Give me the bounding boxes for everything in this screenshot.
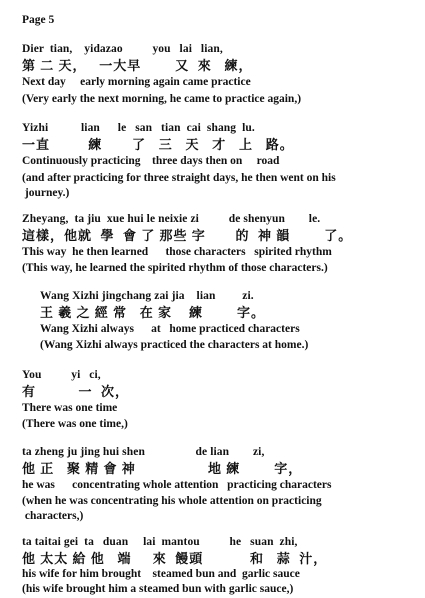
english-gloss-line: There was one time bbox=[22, 402, 118, 414]
english-gloss-line: Continuously practicing three days then on road bbox=[22, 155, 280, 167]
chinese-line: 這樣，他就 學 會 了 那些 字 的 神 韻 了。 bbox=[22, 228, 353, 243]
pinyin-line: ta zheng ju jing hui shen de lian zi, bbox=[22, 446, 265, 458]
english-gloss-line: he was concentrating whole attention practicing characters bbox=[22, 479, 332, 491]
pinyin-line: Dier tian, yidazao you lai lian, bbox=[22, 43, 223, 55]
translation-line: (his wife brought him a steamed bun with garlic sauce,) bbox=[22, 583, 294, 595]
chinese-line: 第 二 天， 一大早 又 來 練， bbox=[22, 58, 253, 73]
chinese-line: 一直 練 了 三 天 才 上 路。 bbox=[22, 137, 294, 152]
pinyin-line: You yi ci, bbox=[22, 369, 101, 381]
chinese-line: 他 正 聚 精 會 神 地 練 字， bbox=[22, 461, 303, 476]
translation-line: (when he was concentrating his whole attention on practicing bbox=[22, 495, 322, 507]
english-gloss-line: This way he then learned those characters spirited rhythm bbox=[22, 246, 332, 258]
translation-line: (Wang Xizhi always practiced the characters at home.) bbox=[40, 339, 309, 351]
pinyin-line: Yizhi lian le san tian cai shang lu. bbox=[22, 122, 255, 134]
english-gloss-line: Wang Xizhi always at home practiced characters bbox=[40, 323, 300, 335]
translation-line: (and after practicing for three straight days, he then went on his bbox=[22, 172, 336, 184]
translation-line: (There was one time,) bbox=[22, 418, 128, 430]
page-title: Page 5 bbox=[22, 14, 55, 26]
pinyin-line: Wang Xizhi jingchang zai jia lian zi. bbox=[40, 290, 254, 302]
translation-line-continued: characters,) bbox=[22, 510, 84, 522]
english-gloss-line: his wife for him brought steamed bun and garlic sauce bbox=[22, 568, 300, 580]
translation-line-continued: journey.) bbox=[22, 187, 70, 199]
translation-line: (Very early the next morning, he came to practice again,) bbox=[22, 93, 302, 105]
chinese-line: 他 太太 給 他 端 來 饅頭 和 蒜 汁， bbox=[22, 551, 328, 566]
translation-line: (This way, he learned the spirited rhythm of those characters.) bbox=[22, 262, 328, 274]
pinyin-line: ta taitai gei ta duan lai mantou he suan zhi, bbox=[22, 536, 298, 548]
english-gloss-line: Next day early morning again came practice bbox=[22, 76, 251, 88]
chinese-line: 有 一 次， bbox=[22, 384, 130, 399]
pinyin-line: Zheyang, ta jiu xue hui le neixie zi de shenyun le. bbox=[22, 213, 321, 225]
chinese-line: 王 羲 之 經 常 在 家 練 字。 bbox=[40, 305, 266, 320]
